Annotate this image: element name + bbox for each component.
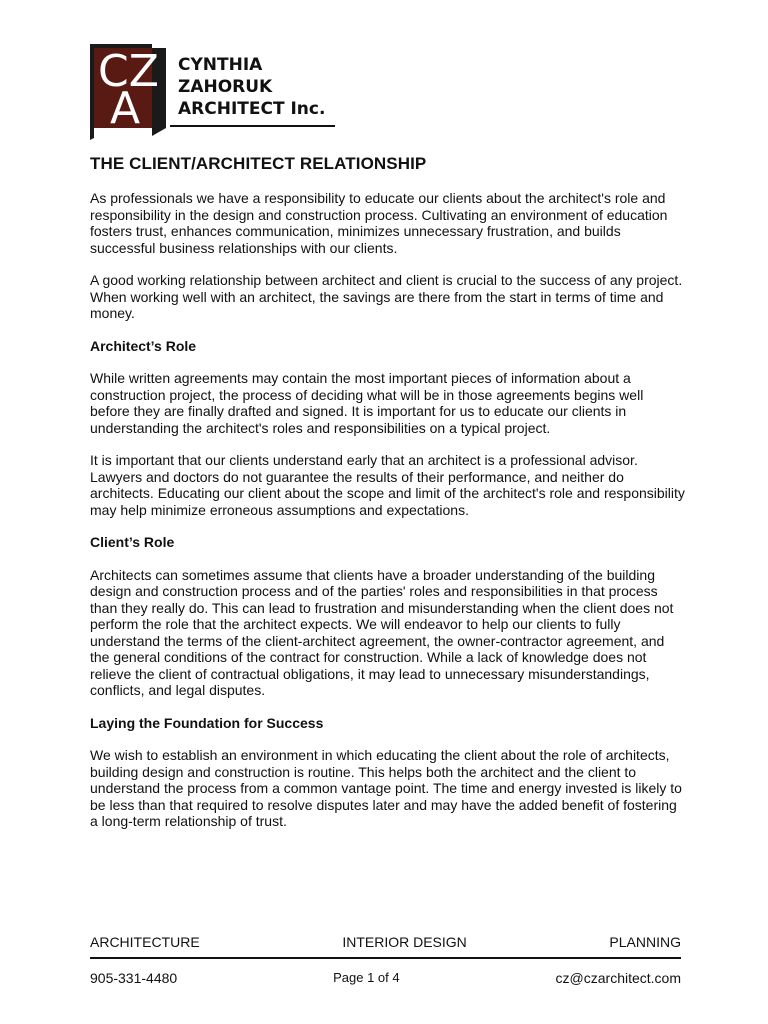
logo-underline bbox=[170, 125, 335, 127]
footer-service-interior-design: INTERIOR DESIGN bbox=[342, 934, 467, 950]
document-title: THE CLIENT/ARCHITECT RELATIONSHIP bbox=[90, 154, 427, 173]
section-paragraph: Architects can sometimes assume that clients have a broader understanding of the building design and construction process and of the parties' roles and responsibilities in that process than they really do. This can lead to frustration and misunderstanding when the client does not perform the role that the architect expects. We will endeavor to help our clients to fully understand the terms of the client-architect agreement, the owner-contractor agreement, and the general conditions of the contract for construction. While a lack of knowledge does not relieve the client of contractual obligations, it may lead to unnecessary misunderstandings, conflicts, and legal disputes. bbox=[90, 566, 674, 698]
section-paragraph: It is important that our clients understand early that an architect is a professional advisor. Lawyers and doctors do not guarantee the results of their performance, and neither do architects. Educating our client about the scope and limit of the architect's role and responsibility may help minimize erroneous assumptions and expectations. bbox=[90, 452, 685, 518]
logo-letters-top: CZ bbox=[98, 46, 159, 97]
footer-service-architecture: ARCHITECTURE bbox=[90, 934, 200, 950]
company-name-line-1: CYNTHIA bbox=[178, 55, 263, 75]
intro-paragraph: A good working relationship between architect and client is crucial to the success of any project. When working well with an architect, the savings are there from the start in terms of time and money. bbox=[90, 272, 683, 321]
company-name-line-2: ZAHORUK bbox=[178, 77, 273, 97]
section-paragraph: While written agreements may contain the most important pieces of information about a construction project, the process of deciding what will be in those agreements begins well before they are finally drafted and signed. It is important for us to educate our clients in understanding the architect's roles and responsibilities on a typical project. bbox=[90, 370, 644, 436]
footer-divider bbox=[90, 957, 681, 959]
company-name-line-3: ARCHITECT Inc. bbox=[178, 99, 326, 119]
section-paragraph: We wish to establish an environment in which educating the client about the role of architects, building design and construction is routine. This helps both the architect and the client to understand the process from a common vantage point. The time and energy invested is likely to be less than that required to resolve disputes later and may have the added benefit of fostering a long-term relationship of trust. bbox=[90, 747, 682, 829]
document-body bbox=[90, 190, 685, 846]
footer-service-planning: PLANNING bbox=[609, 934, 681, 950]
company-name bbox=[178, 54, 325, 120]
footer-email[interactable]: cz@czarchitect.com bbox=[555, 970, 681, 986]
section-heading-architects-role: Architect’s Role bbox=[90, 337, 197, 354]
section-heading-foundation: Laying the Foundation for Success bbox=[90, 714, 324, 731]
footer-contact bbox=[90, 970, 681, 986]
cza-monogram-icon bbox=[90, 44, 180, 140]
logo-letters-bottom: A bbox=[110, 83, 141, 134]
intro-paragraph: As professionals we have a responsibility to educate our clients about the architect's role and responsibility in the design and construction process. Cultivating an environment of education fosters trust, enhances communication, minimizes unnecessary frustration, and builds successful business relationships with our clients. bbox=[90, 190, 668, 256]
footer-phone: 905-331-4480 bbox=[90, 970, 178, 986]
footer-services bbox=[90, 934, 681, 950]
section-heading-clients-role: Client’s Role bbox=[90, 534, 175, 550]
page-number: Page 1 of 4 bbox=[333, 970, 400, 985]
company-logo bbox=[90, 44, 335, 140]
